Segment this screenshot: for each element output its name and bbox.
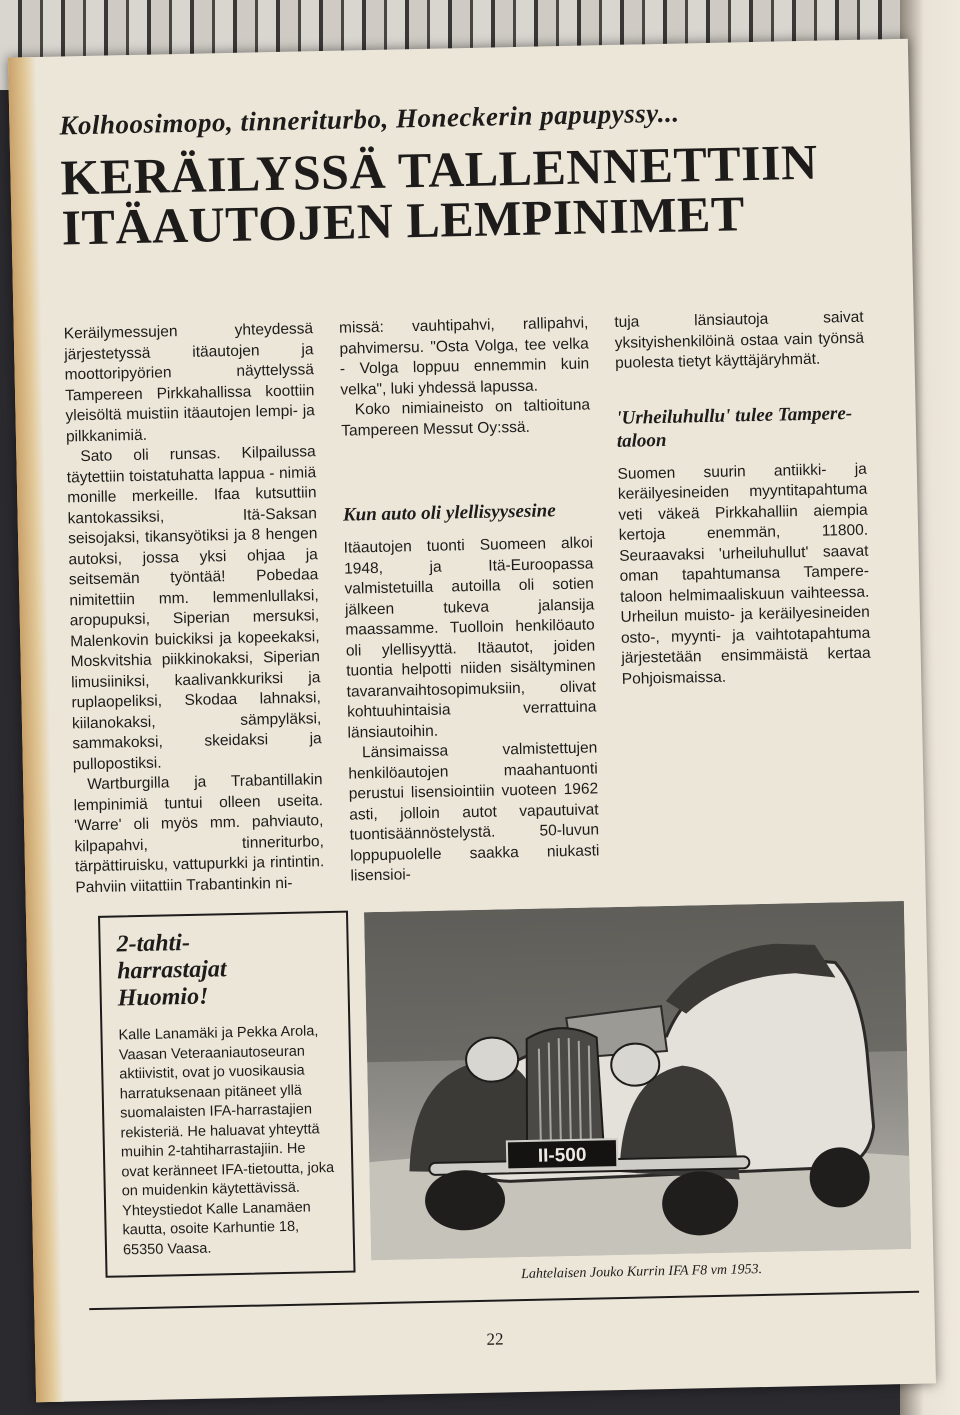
article-kicker: Kolhoosimopo, tinneriturbo, Honeckerin papupyssy... [59,97,680,141]
paragraph: Sato oli runsas. Kilpailussa täytettiin toistatuhatta lappua - nimiä monille merkeille. Ifaa kutsuttiin kantokassiksi, Itä-Saksan seisojaksi, tikansyötiksi ja 8 hengen autoksi, jossa yksi ohjaa ja seitsemän työntää! Pobedaa nimitettiin mm. lemmenlullaksi, aropupuksi, Siperian mersuksi, Malenkovin buickiksi ja kopeekaksi, Moskvitshia piikkinokaksi, Siperian limusiiniksi, kaalivankkuriksi ja ruplaopeliksi, Skodaa lahnaksi, kiilanokaksi, sämpyläksi, sammakoksi, skeidaksi ja pullopostiksi. [66,443,322,773]
sidebar-body: Kalle Lanamäki ja Pekka Arola, Vaasan Veteraaniautoseuran aktiivistit, ovat jo vuosikausia harratuksenaan pitäneet yllä suomalaisten IFA-harrastajien rekisteriä. He haluavat yhteyttä muihin 2-tahtiharrastajiin. He ovat keränneet IFA-tietoutta, joka on muidenkin käytettävissä. Yhteystiedot Kalle Lanamäen kautta, osoite Karhuntie 18, 65350 Vaasa. [118,1023,335,1258]
article-column-3 [614,308,875,853]
paragraph: Länsimaissa valmistettujen henkilöautojen maahantuonti perustui lisensiointiin vuoteen 1962 asti, jolloin autot vapautuivat tuontisäännöstelystä. 50-luvun loppupuolelle saakka niukasti lisensioi- [348,739,600,885]
paragraph: Keräilymessujen yhteydessä järjestetyssä itäautojen ja moottoripyörien näyttelyssä Tampereen Pirkkahallissa koottiin yleisöltä muistiin itäautojen lempi- ja pilkkanimiä. [63,320,315,445]
magazine-page [8,39,936,1403]
section-subhead: Kun auto oli ylellisyysesine [342,500,556,526]
sidebar-notice-box [98,911,356,1278]
paragraph: Suomen suurin antiikki- ja keräilyesineiden myyntitapahtuma veti väkeä Pirkkahalliin aiempia kertoja enemmän, 11800. Seuraavaksi 'urheiluhullut' saavat oman tapahtumansa Tampere-taloon helmimaaliskuun vaihteessa. Urheilun muisto- ja keräilyesineiden osto-, myynti- ja vaihtotapahtuma järjestetään ensimmäistä kertaa Pohjoismaissa. [617,460,871,688]
article-headline: KERÄILYSSÄ TALLENNETTIIN ITÄAUTOJEN LEMPINIMET [59,133,819,256]
paragraph: Wartburgilla ja Trabantillakin lempinimiä tuntui olleen useita. 'Warre' oli myös mm. pahviauto, kilpapahvi, tinneriturbo, tärpättiruisku, vattupurkki ja rintintin. Pahviin viitattiin Trabantinkin ni- [73,771,325,896]
car-illustration [364,901,911,1260]
license-plate: II-500 [537,1144,587,1167]
article-column-1 [63,319,325,896]
page-spine-edge [8,57,64,1402]
paragraph: missä: vauhtipahvi, rallipahvi, pahvimersu. "Osta Volga, tee velka - Volga loppuu ennemmin kuin velka", luki yhdessä lapussa. [338,314,590,399]
paragraph: tuja länsiautoja saivat yksityishenkilöinä ostaa vain työnsä puolesta tietyt käyttäjäryhmät. [614,308,865,372]
section-subhead: 'Urheiluhullu' tulee Tampere-taloon [616,402,853,452]
paragraph: Koko nimiaineisto on taltioituna Tampereen Messut Oy:ssä. [341,396,591,440]
page-number: 22 [486,1329,504,1349]
article-column-2 [338,313,600,885]
footer-rule [89,1291,919,1310]
paragraph: Itäautojen tuonti Suomeen alkoi 1948, ja Itä-Euroopassa valmistetuilla autoilla oli sotien jälkeen tukeva jalansija maassamme. Tuolloin henkilöauto oli ylellisyyttä. Itäautot, joiden tuontia helpotti niiden sisältyminen tavaranvaihtosopimuksiin, olivat kohtuuhintaisia verrattuina länsiautoihin. [343,534,597,742]
photo-caption: Lahtelaisen Jouko Kurrin IFA F8 vm 1953. [520,1262,763,1283]
car-photo [364,901,911,1260]
article-columns [63,308,875,896]
sidebar-title: 2-tahti- harrastajat Huomio! [116,929,227,1012]
